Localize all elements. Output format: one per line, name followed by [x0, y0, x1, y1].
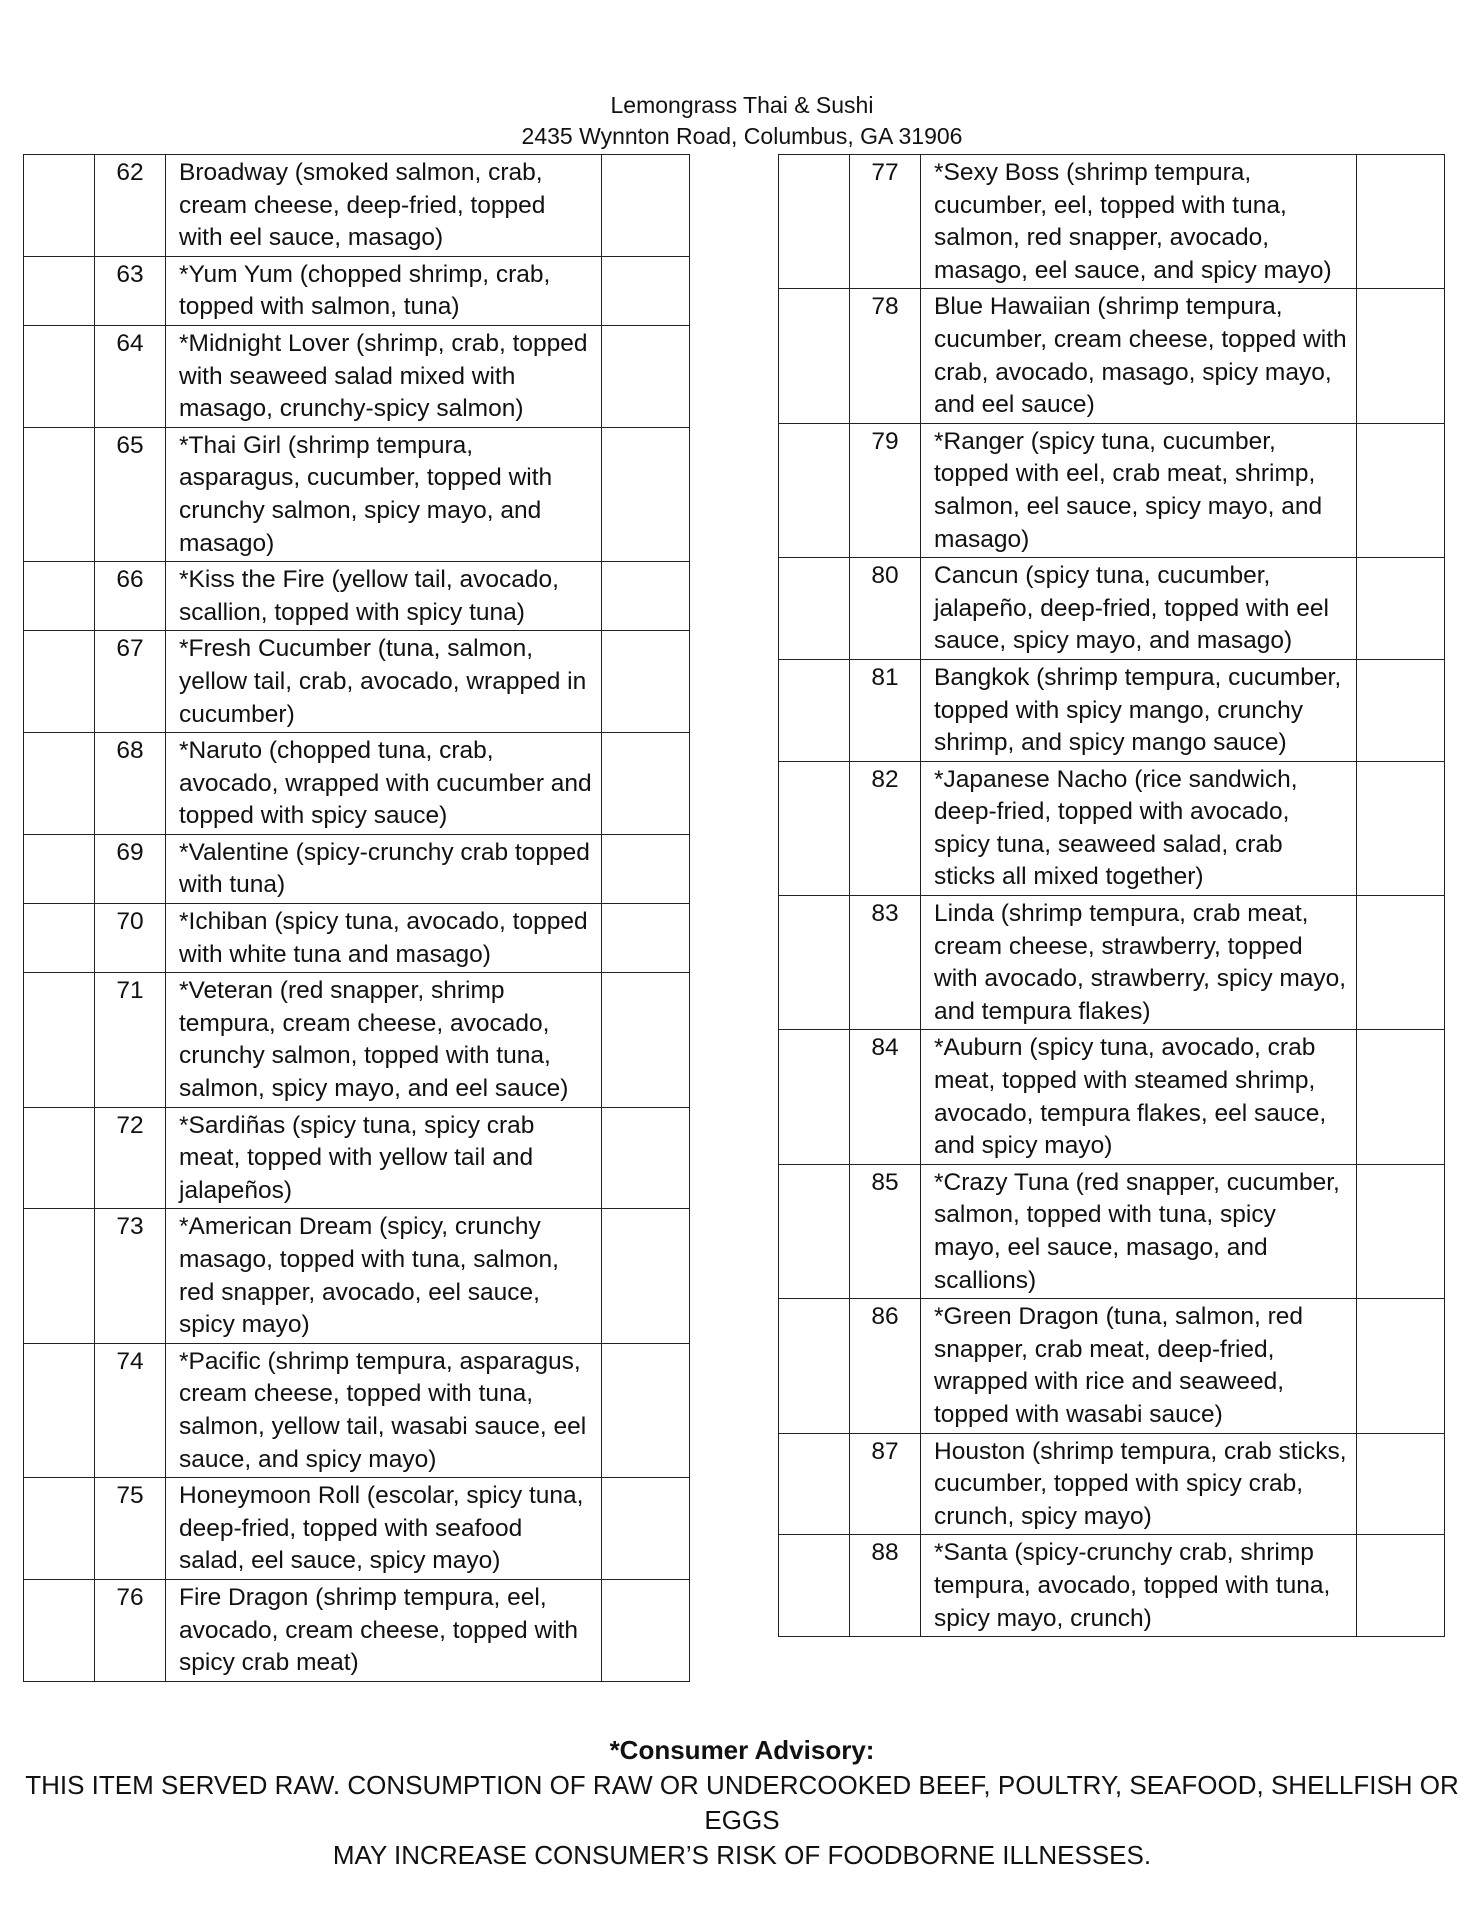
menu-item-number: 66 [95, 562, 166, 631]
menu-item-row [24, 904, 690, 973]
menu-item-blank-cell [779, 761, 850, 895]
menu-item-description: *Santa (spicy-crunchy crab, shrimp tempura, avocado, topped with tuna, spicy mayo, crunch) [921, 1535, 1357, 1637]
menu-item-number: 69 [95, 834, 166, 903]
menu-item-number: 84 [850, 1030, 921, 1164]
menu-item-number: 80 [850, 558, 921, 660]
menu-item-quantity-cell [1357, 1535, 1445, 1637]
menu-item-blank-cell [779, 423, 850, 557]
menu-item-description: *Auburn (spicy tuna, avocado, crab meat, topped with steamed shrimp, avocado, tempura flakes, eel sauce, and spicy mayo) [921, 1030, 1357, 1164]
menu-item-quantity-cell [1357, 659, 1445, 761]
menu-item-quantity-cell [602, 325, 690, 427]
menu-item-description: *Ichiban (spicy tuna, avocado, topped with white tuna and masago) [166, 904, 602, 973]
menu-item-row [779, 1299, 1445, 1433]
menu-item-row [24, 1209, 690, 1343]
consumer-advisory [0, 1733, 1484, 1873]
menu-item-number: 68 [95, 733, 166, 835]
menu-item-blank-cell [24, 427, 95, 561]
menu-item-row [779, 1535, 1445, 1637]
menu-item-description: *Veteran (red snapper, shrimp tempura, cream cheese, avocado, crunchy salmon, topped with tuna, salmon, spicy mayo, and eel sauce) [166, 973, 602, 1107]
menu-item-quantity-cell [602, 973, 690, 1107]
menu-item-description: *Japanese Nacho (rice sandwich, deep-fried, topped with avocado, spicy tuna, seaweed salad, crab sticks all mixed together) [921, 761, 1357, 895]
menu-item-blank-cell [779, 1299, 850, 1433]
menu-item-quantity-cell [602, 1107, 690, 1209]
menu-item-row [24, 155, 690, 257]
menu-item-number: 81 [850, 659, 921, 761]
menu-header [0, 90, 1484, 152]
menu-item-row [779, 761, 1445, 895]
advisory-text-line-2: MAY INCREASE CONSUMER’S RISK OF FOODBORNE ILLNESSES. [332, 1840, 1152, 1870]
menu-item-blank-cell [24, 834, 95, 903]
menu-item-number: 63 [95, 256, 166, 325]
menu-item-blank-cell [24, 904, 95, 973]
restaurant-address: 2435 Wynnton Road, Columbus, GA 31906 [521, 123, 963, 149]
menu-item-description: *Pacific (shrimp tempura, asparagus, cream cheese, topped with tuna, salmon, yellow tail, wasabi sauce, eel sauce, and spicy mayo) [166, 1343, 602, 1477]
menu-item-quantity-cell [1357, 155, 1445, 289]
menu-item-blank-cell [779, 1535, 850, 1637]
menu-item-row [779, 1030, 1445, 1164]
menu-item-blank-cell [24, 256, 95, 325]
menu-item-row [24, 834, 690, 903]
menu-item-description: *Valentine (spicy-crunchy crab topped with tuna) [166, 834, 602, 903]
right-menu-table [778, 154, 1445, 1637]
menu-item-description: Houston (shrimp tempura, crab sticks, cucumber, topped with spicy crab, crunch, spicy mayo) [921, 1433, 1357, 1535]
menu-item-quantity-cell [1357, 1164, 1445, 1298]
menu-item-blank-cell [24, 733, 95, 835]
menu-item-number: 88 [850, 1535, 921, 1637]
menu-item-quantity-cell [602, 1478, 690, 1580]
menu-item-row [24, 973, 690, 1107]
menu-item-number: 71 [95, 973, 166, 1107]
menu-item-description: *Midnight Lover (shrimp, crab, topped with seaweed salad mixed with masago, crunchy-spicy salmon) [166, 325, 602, 427]
menu-item-description: *American Dream (spicy, crunchy masago, topped with tuna, salmon, red snapper, avocado, eel sauce, spicy mayo) [166, 1209, 602, 1343]
menu-item-number: 76 [95, 1579, 166, 1681]
menu-item-description: *Fresh Cucumber (tuna, salmon, yellow tail, crab, avocado, wrapped in cucumber) [166, 631, 602, 733]
menu-item-description: Broadway (smoked salmon, crab, cream cheese, deep-fried, topped with eel sauce, masago) [166, 155, 602, 257]
menu-item-row [779, 896, 1445, 1030]
menu-item-number: 83 [850, 896, 921, 1030]
menu-item-blank-cell [779, 558, 850, 660]
menu-item-number: 70 [95, 904, 166, 973]
menu-item-blank-cell [24, 1209, 95, 1343]
menu-item-blank-cell [779, 1433, 850, 1535]
menu-item-quantity-cell [1357, 558, 1445, 660]
menu-item-row [24, 1478, 690, 1580]
menu-item-number: 67 [95, 631, 166, 733]
menu-item-description: *Sexy Boss (shrimp tempura, cucumber, eel, topped with tuna, salmon, red snapper, avocado, masago, eel sauce, and spicy mayo) [921, 155, 1357, 289]
menu-item-number: 86 [850, 1299, 921, 1433]
menu-item-description: *Thai Girl (shrimp tempura, asparagus, cucumber, topped with crunchy salmon, spicy mayo, and masago) [166, 427, 602, 561]
menu-item-description: *Ranger (spicy tuna, cucumber, topped with eel, crab meat, shrimp, salmon, eel sauce, spicy mayo, and masago) [921, 423, 1357, 557]
menu-item-blank-cell [779, 1030, 850, 1164]
menu-item-blank-cell [24, 1107, 95, 1209]
menu-item-number: 73 [95, 1209, 166, 1343]
menu-item-description: *Green Dragon (tuna, salmon, red snapper, crab meat, deep-fried, wrapped with rice and seaweed, topped with wasabi sauce) [921, 1299, 1357, 1433]
menu-item-blank-cell [24, 1579, 95, 1681]
menu-item-quantity-cell [602, 834, 690, 903]
menu-item-blank-cell [24, 973, 95, 1107]
left-menu-body [24, 155, 690, 1682]
menu-item-description: Honeymoon Roll (escolar, spicy tuna, deep-fried, topped with seafood salad, eel sauce, spicy mayo) [166, 1478, 602, 1580]
menu-item-description: Blue Hawaiian (shrimp tempura, cucumber, cream cheese, topped with crab, avocado, masago, spicy mayo, and eel sauce) [921, 289, 1357, 423]
menu-item-row [24, 1343, 690, 1477]
menu-item-blank-cell [24, 155, 95, 257]
menu-item-quantity-cell [602, 155, 690, 257]
menu-item-number: 75 [95, 1478, 166, 1580]
menu-item-number: 87 [850, 1433, 921, 1535]
menu-item-quantity-cell [1357, 289, 1445, 423]
left-menu-table [23, 154, 690, 1682]
menu-item-description: Bangkok (shrimp tempura, cucumber, topped with spicy mango, crunchy shrimp, and spicy mango sauce) [921, 659, 1357, 761]
menu-item-number: 85 [850, 1164, 921, 1298]
menu-item-number: 79 [850, 423, 921, 557]
right-menu-body [779, 155, 1445, 1637]
menu-item-quantity-cell [602, 1209, 690, 1343]
menu-item-row [24, 256, 690, 325]
menu-item-quantity-cell [602, 631, 690, 733]
menu-item-row [24, 631, 690, 733]
menu-item-row [24, 325, 690, 427]
menu-item-number: 82 [850, 761, 921, 895]
menu-item-quantity-cell [602, 1579, 690, 1681]
menu-item-description: *Naruto (chopped tuna, crab, avocado, wrapped with cucumber and topped with spicy sauce) [166, 733, 602, 835]
menu-item-blank-cell [24, 1343, 95, 1477]
menu-item-description: Cancun (spicy tuna, cucumber, jalapeño, deep-fried, topped with eel sauce, spicy mayo, and masago) [921, 558, 1357, 660]
menu-item-description: Fire Dragon (shrimp tempura, eel, avocado, cream cheese, topped with spicy crab meat) [166, 1579, 602, 1681]
menu-item-row [24, 733, 690, 835]
menu-item-quantity-cell [602, 256, 690, 325]
advisory-text-line-1: THIS ITEM SERVED RAW. CONSUMPTION OF RAW OR UNDERCOOKED BEEF, POULTRY, SEAFOOD, SHELLFISH OR EGGS [25, 1770, 1459, 1835]
menu-item-number: 72 [95, 1107, 166, 1209]
menu-item-number: 78 [850, 289, 921, 423]
menu-item-blank-cell [24, 1478, 95, 1580]
menu-item-row [779, 1164, 1445, 1298]
menu-item-quantity-cell [1357, 896, 1445, 1030]
menu-item-quantity-cell [1357, 1299, 1445, 1433]
menu-item-quantity-cell [1357, 1433, 1445, 1535]
menu-item-row [779, 289, 1445, 423]
menu-item-blank-cell [779, 155, 850, 289]
restaurant-name: Lemongrass Thai & Sushi [610, 92, 874, 118]
menu-item-blank-cell [779, 1164, 850, 1298]
menu-item-number: 64 [95, 325, 166, 427]
menu-item-number: 77 [850, 155, 921, 289]
menu-item-row [24, 427, 690, 561]
menu-item-quantity-cell [602, 904, 690, 973]
menu-item-quantity-cell [1357, 761, 1445, 895]
menu-item-blank-cell [24, 562, 95, 631]
menu-item-quantity-cell [602, 427, 690, 561]
menu-item-quantity-cell [602, 733, 690, 835]
menu-item-number: 74 [95, 1343, 166, 1477]
menu-item-blank-cell [24, 325, 95, 427]
menu-item-number: 62 [95, 155, 166, 257]
menu-item-row [779, 558, 1445, 660]
menu-item-number: 65 [95, 427, 166, 561]
menu-item-blank-cell [779, 659, 850, 761]
menu-item-blank-cell [24, 631, 95, 733]
menu-item-quantity-cell [1357, 1030, 1445, 1164]
menu-item-quantity-cell [602, 1343, 690, 1477]
menu-item-quantity-cell [602, 562, 690, 631]
menu-item-row [24, 1107, 690, 1209]
menu-item-row [779, 659, 1445, 761]
menu-item-description: *Yum Yum (chopped shrimp, crab, topped with salmon, tuna) [166, 256, 602, 325]
advisory-title: *Consumer Advisory: [609, 1735, 875, 1765]
menu-item-description: *Sardiñas (spicy tuna, spicy crab meat, topped with yellow tail and jalapeños) [166, 1107, 602, 1209]
menu-item-row [24, 562, 690, 631]
menu-item-blank-cell [779, 289, 850, 423]
menu-item-quantity-cell [1357, 423, 1445, 557]
menu-item-description: Linda (shrimp tempura, crab meat, cream cheese, strawberry, topped with avocado, strawberry, spicy mayo, and tempura flakes) [921, 896, 1357, 1030]
menu-item-row [779, 155, 1445, 289]
menu-item-row [779, 423, 1445, 557]
menu-item-blank-cell [779, 896, 850, 1030]
menu-item-description: *Crazy Tuna (red snapper, cucumber, salmon, topped with tuna, spicy mayo, eel sauce, masago, and scallions) [921, 1164, 1357, 1298]
menu-item-row [24, 1579, 690, 1681]
menu-item-description: *Kiss the Fire (yellow tail, avocado, scallion, topped with spicy tuna) [166, 562, 602, 631]
menu-item-row [779, 1433, 1445, 1535]
